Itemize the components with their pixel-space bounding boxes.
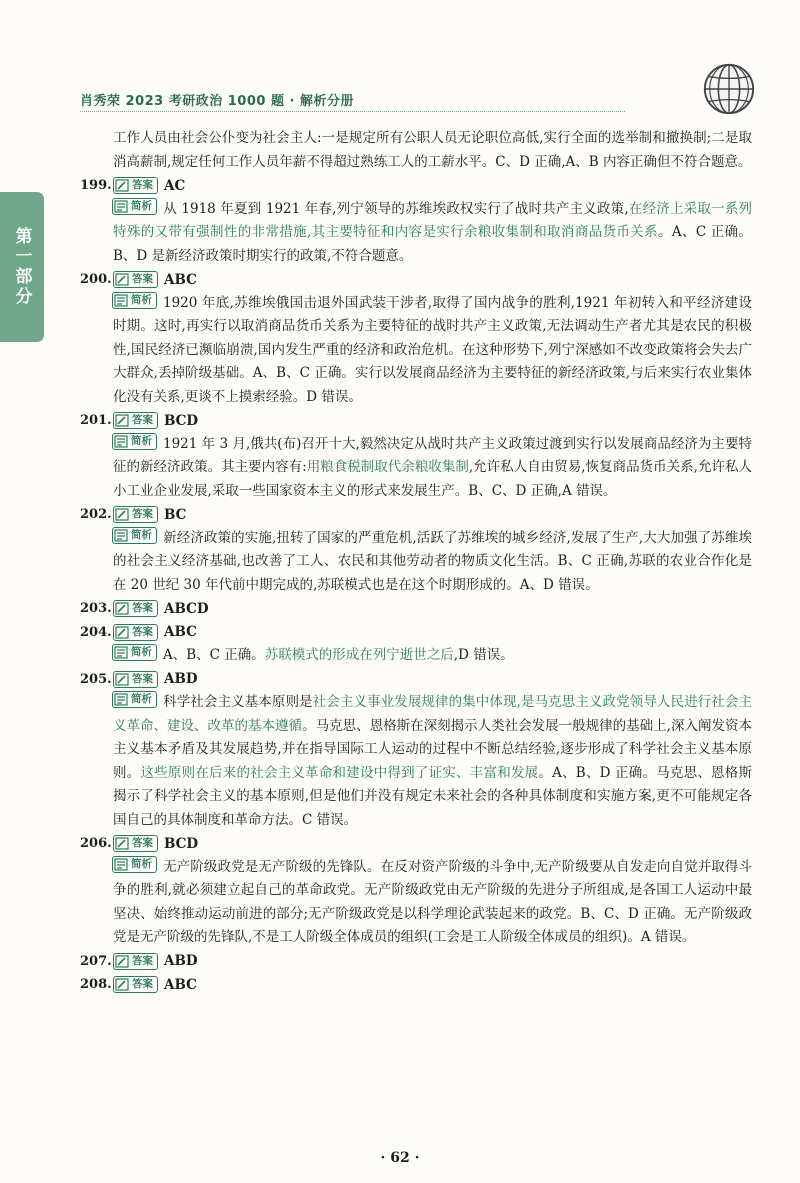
analysis-tag-label: 简析	[131, 293, 152, 306]
question-number: 206.	[80, 836, 112, 852]
analysis-icon	[114, 693, 128, 706]
answer-tag	[113, 976, 158, 993]
answer-tag	[113, 271, 158, 288]
answer-value: BC	[164, 506, 187, 523]
answer-206	[80, 832, 752, 856]
pencil-icon	[115, 179, 129, 192]
question-number: 208.	[80, 977, 112, 993]
pencil-icon	[115, 602, 129, 615]
globe-icon	[700, 60, 758, 118]
highlight-text: 在经济上采取一系列特殊的又带有强制性的非常措施,其主要特征和内容是实行余粮收集制和取消商品货币关系	[113, 200, 752, 240]
analysis-tag-label: 简析	[131, 199, 152, 212]
answer-value: ABC	[164, 271, 197, 288]
answer-tag	[113, 624, 158, 641]
analysis-text: 。A、B、D 正确。马克思、恩格斯揭示了科学社会主义的基本原则,但是他们并没有规定未来社会的各种具体制度和实施方案,更不可能规定各国自己的具体制度和革命方法。C 错误。	[113, 764, 753, 828]
analysis-icon	[114, 294, 128, 307]
answer-tag	[113, 506, 158, 523]
analysis-tag	[112, 691, 157, 708]
answer-tag-label: 答案	[132, 672, 153, 685]
analysis-tag	[112, 856, 157, 873]
answer-201	[80, 409, 752, 433]
pencil-icon	[115, 273, 129, 286]
analysis-tag	[112, 644, 157, 661]
answer-200	[80, 268, 752, 292]
highlight-text: 用粮食税制取代余粮收集制	[306, 459, 469, 475]
intro-paragraph: 工作人员由社会公仆变为社会主人:一是规定所有公职人员无论职位高低,实行全面的选举制和撤换制;二是取消高薪制,规定任何工作人员年薪不得超过熟练工人的工薪水平。C、D 正确,A、B 内容正确但不符合题意。	[113, 130, 752, 170]
question-number: 204.	[80, 624, 112, 640]
analysis-icon	[114, 529, 128, 542]
question-number: 203.	[80, 601, 112, 617]
analysis-206	[80, 856, 752, 950]
analysis-icon	[114, 646, 128, 659]
answer-value: BCD	[164, 412, 199, 429]
answer-199	[80, 174, 752, 198]
analysis-icon	[114, 435, 128, 448]
highlight-text: 苏联模式的形成在列宁逝世之后	[264, 647, 454, 663]
answer-tag-label: 答案	[132, 508, 153, 521]
answer-value: ABD	[164, 953, 198, 970]
question-number: 202.	[80, 507, 112, 523]
answer-tag	[113, 412, 158, 429]
header-title: 肖秀荣 2023 考研政治 1000 题 · 解析分册	[80, 94, 354, 109]
question-number: 200.	[80, 272, 112, 288]
analysis-tag-label: 简析	[131, 693, 152, 705]
answer-value: ABC	[164, 624, 197, 641]
answer-208	[80, 973, 752, 997]
analysis-205	[80, 691, 752, 832]
analysis-tag-label: 简析	[131, 857, 152, 870]
pencil-icon	[115, 414, 129, 427]
analysis-text: 1921 年 3 月,俄共(布)召开十大,毅然决定从战时共产主义政策过渡到实行以发展商品经济为主要特征的新经济政策。其主要内容有:	[113, 435, 752, 475]
analysis-199	[80, 198, 752, 269]
pencil-icon	[115, 626, 129, 639]
analysis-text: ,D 错误。	[453, 647, 514, 663]
analysis-text: 。马克思、恩格斯在深刻揭示人类社会发展一般规律的基础上,深入阐发资本主义基本矛盾及其发展趋势,并在指导国际工人运动的过程中不断总结经验,逐步形成了科学社会主义基本原则。	[113, 717, 752, 781]
analysis-text: 1920 年底,苏维埃俄国击退外国武装干涉者,取得了国内战争的胜利,1921 年初转入和平经济建设时期。这时,再实行以取消商品货币关系为主要特征的战时共产主义政策,无法调动生产者尤其是农民的积极性,国民经济已濒临崩溃,国内发生严重的经济和政治危机。在这种形势下,列宁深感如不改变政策将会失去广大群众,丢掉阶级基础。A、B、C 正确。实行以发展商品经济为主要特征的新经济政策,与后来实行农业集体化没有关系,更谈不上摸索经验。D 错误。	[113, 294, 752, 405]
analysis-202	[80, 527, 752, 598]
answer-tag-label: 答案	[132, 179, 153, 192]
pencil-icon	[115, 673, 129, 686]
analysis-icon	[114, 200, 128, 213]
answer-tag-label: 答案	[132, 273, 153, 286]
analysis-text: 无产阶级政党是无产阶级的先锋队。在反对资产阶级的斗争中,无产阶级要从自发走向自觉并取得斗争的胜利,就必须建立起自己的革命政党。无产阶级政党由无产阶级的先进分子所组成,是各国工人运动中最坚决、始终推动运动前进的部分;无产阶级政党是以科学理论武装起来的政党。B、C、D 正确。无产阶级政党是无产阶级的先锋队,不是工人阶级全体成员的组织(工会是工人阶级全体成员的组织)。A 错误。	[113, 858, 752, 945]
answer-tag	[113, 671, 158, 688]
analysis-tag-label: 简析	[131, 646, 152, 658]
answer-value: AC	[164, 177, 186, 194]
answer-value: BCD	[164, 835, 199, 852]
answer-tag-label: 答案	[132, 414, 153, 427]
pencil-icon	[115, 955, 129, 968]
section-side-tab	[0, 192, 44, 342]
question-number: 207.	[80, 953, 112, 969]
answer-205	[80, 668, 752, 692]
analysis-icon	[114, 858, 128, 871]
answer-content	[80, 127, 752, 997]
answer-value: ABD	[164, 671, 198, 688]
answer-tag	[113, 600, 158, 617]
pencil-icon	[115, 837, 129, 850]
question-number: 201.	[80, 413, 112, 429]
answer-204	[80, 621, 752, 645]
answer-tag-label: 答案	[132, 625, 153, 638]
analysis-tag	[112, 198, 157, 215]
analysis-text: 科学社会主义基本原则是	[163, 694, 313, 710]
answer-tag-label: 答案	[132, 954, 153, 967]
answer-tag-label: 答案	[132, 978, 153, 991]
pencil-icon	[115, 508, 129, 521]
page-number: · 62 ·	[380, 1150, 420, 1166]
analysis-201	[80, 433, 752, 504]
answer-value: ABC	[164, 976, 197, 993]
highlight-text: 社会主义事业发展规律的集中体现,是马克思主义政党领导人民进行社会主义革命、建设、改革的基本遵循	[113, 694, 753, 734]
answer-tag	[113, 835, 158, 852]
answer-tag	[113, 177, 158, 194]
answer-202	[80, 503, 752, 527]
analysis-text: ,允许私人自由贸易,恢复商品货币关系,允许私人小工业企业发展,采取一些国家资本主义的形式来发展生产。B、C、D 正确,A 错误。	[113, 459, 753, 499]
analysis-text: A、B、C 正确。	[163, 647, 265, 663]
question-number: 199.	[80, 178, 112, 194]
header-divider	[80, 111, 625, 112]
answer-tag-label: 答案	[132, 837, 153, 850]
question-number: 205.	[80, 671, 112, 687]
pencil-icon	[115, 978, 129, 991]
analysis-tag	[112, 433, 157, 450]
analysis-tag-label: 简析	[131, 528, 152, 541]
analysis-tag-label: 简析	[131, 434, 152, 447]
highlight-text: 这些原则在后来的社会主义革命和建设中得到了证实、丰富和发展	[140, 764, 539, 781]
analysis-200	[80, 292, 752, 410]
analysis-tag	[112, 292, 157, 309]
answer-207	[80, 950, 752, 974]
analysis-text: 从 1918 年夏到 1921 年春,列宁领导的苏维埃政权实行了战时共产主义政策,	[163, 200, 629, 217]
analysis-204	[80, 644, 752, 668]
answer-203	[80, 597, 752, 621]
analysis-text: 。A、C 正确。B、D 是新经济政策时期实行的政策,不符合题意。	[113, 224, 752, 264]
answer-value: ABCD	[164, 600, 209, 617]
side-tab-label: 第一部分	[11, 227, 32, 307]
analysis-tag	[112, 527, 157, 544]
answer-tag	[113, 953, 158, 970]
answer-tag-label: 答案	[132, 602, 153, 615]
analysis-text: 新经济政策的实施,扭转了国家的严重危机,活跃了苏维埃的城乡经济,发展了生产,大大加强了苏维埃的社会主义经济基础,也改善了工人、农民和其他劳动者的物质文化生活。B、C 正确,苏联的农业合作化是在 20 世纪 30 年代前中期完成的,苏联模式也是在这个时期形成的。A、D 错误。	[113, 529, 752, 593]
page-header	[80, 84, 740, 114]
